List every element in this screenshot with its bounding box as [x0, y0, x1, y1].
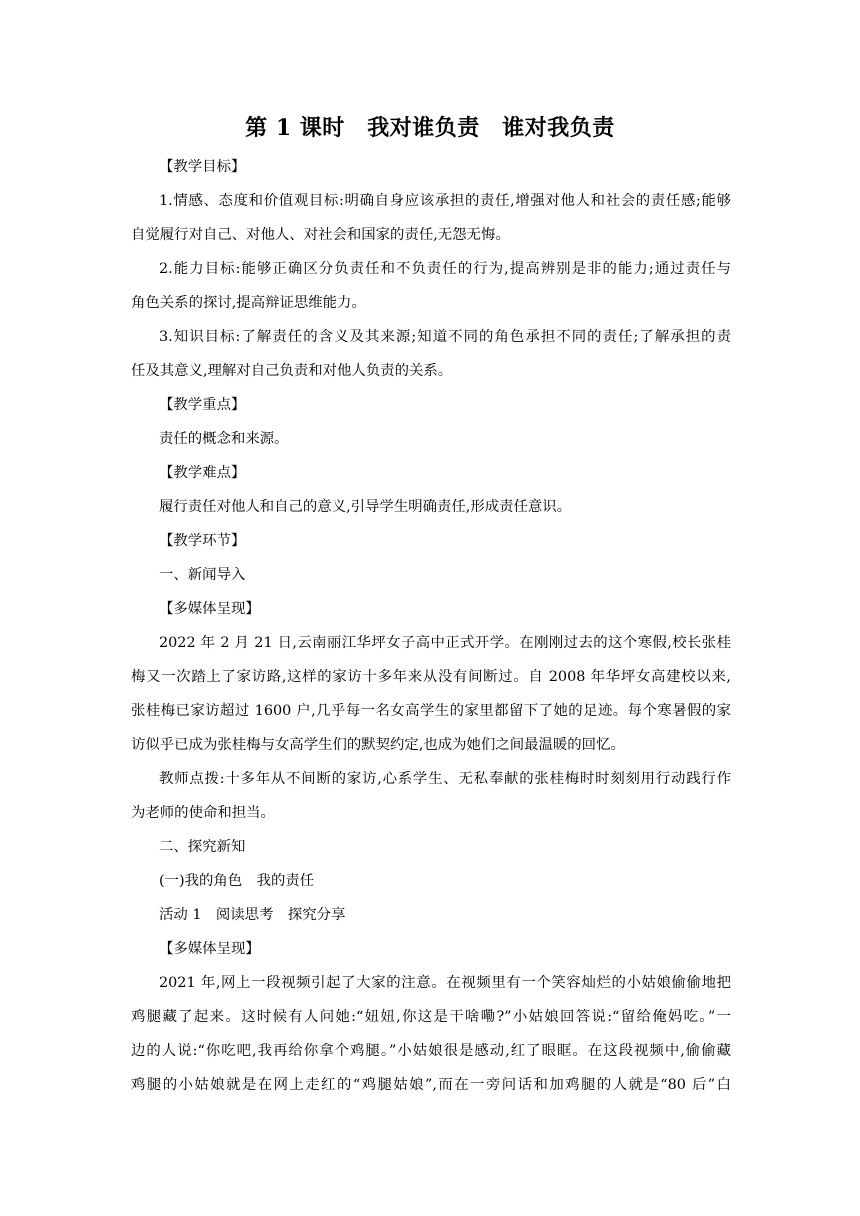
text-line: 二、探究新知 — [159, 839, 246, 855]
text-line: 2021 年,网上一段视频引起了大家的注意。在视频里有一个笑容灿烂的小姑娘偷偷地把 — [159, 975, 731, 991]
text-line: 【多媒体呈现】 — [159, 601, 260, 617]
text-line: (一)我的角色 我的责任 — [159, 873, 315, 889]
text-line: 【教学目标】 — [159, 159, 246, 175]
text-line: 梅又一次踏上了家访路,这样的家访十多年来从没有间断过。自 2008 年华坪女高建校以来, — [131, 669, 731, 685]
text-line: 履行责任对他人和自己的意义,引导学生明确责任,形成责任意识。 — [159, 499, 572, 515]
page-title: 第 1 课时 我对谁负责 谁对我负责 — [245, 115, 615, 141]
text-line: 鸡腿的小姑娘就是在网上走红的“鸡腿姑娘”,而在一旁问话和加鸡腿的人就是“80 后”白 — [131, 1077, 731, 1093]
text-line: 为老师的使命和担当。 — [131, 805, 275, 821]
text-line: 一、新闻导入 — [159, 567, 246, 583]
text-line: 2022 年 2 月 21 日,云南丽江华坪女子高中正式开学。在刚刚过去的这个寒假,校长张桂 — [159, 635, 731, 651]
text-line: 1.情感、态度和价值观目标:明确自身应该承担的责任,增强对他人和社会的责任感;能够 — [159, 193, 731, 209]
document-body — [131, 150, 731, 1102]
text-line: 责任的概念和来源。 — [159, 431, 289, 447]
text-line: 自觉履行对自己、对他人、对社会和国家的责任,无怨无悔。 — [131, 227, 510, 243]
text-line: 活动 1 阅读思考 探究分享 — [159, 907, 346, 923]
text-line: 鸡腿藏了起来。这时候有人问她:“妞妞,你这是干啥嘞?”小姑娘回答说:“留给俺妈吃。”一 — [131, 1009, 731, 1025]
text-line: 【教学重点】 — [159, 397, 246, 413]
text-line: 教师点拨:十多年从不间断的家访,心系学生、无私奉献的张桂梅时时刻刻用行动践行作 — [159, 771, 731, 787]
text-line: 边的人说:“你吃吧,我再给你拿个鸡腿。”小姑娘很是感动,红了眼眶。在这段视频中,偷偷藏 — [131, 1043, 731, 1059]
text-line: 【多媒体呈现】 — [159, 941, 260, 957]
text-line: 访似乎已成为张桂梅与女高学生们的默契约定,也成为她们之间最温暖的回忆。 — [131, 737, 625, 753]
text-line: 3.知识目标:了解责任的含义及其来源;知道不同的角色承担不同的责任;了解承担的责 — [159, 329, 731, 345]
text-line: 2.能力目标:能够正确区分负责任和不负责任的行为,提高辨别是非的能力;通过责任与 — [159, 261, 731, 277]
text-line: 【教学难点】 — [159, 465, 246, 481]
text-line: 角色关系的探讨,提高辩证思维能力。 — [131, 295, 366, 311]
text-line: 张桂梅已家访超过 1600 户,几乎每一名女高学生的家里都留下了她的足迹。每个寒暑假的家 — [131, 703, 731, 719]
text-line: 【教学环节】 — [159, 533, 246, 549]
text-line: 任及其意义,理解对自己负责和对他人负责的关系。 — [131, 363, 453, 379]
